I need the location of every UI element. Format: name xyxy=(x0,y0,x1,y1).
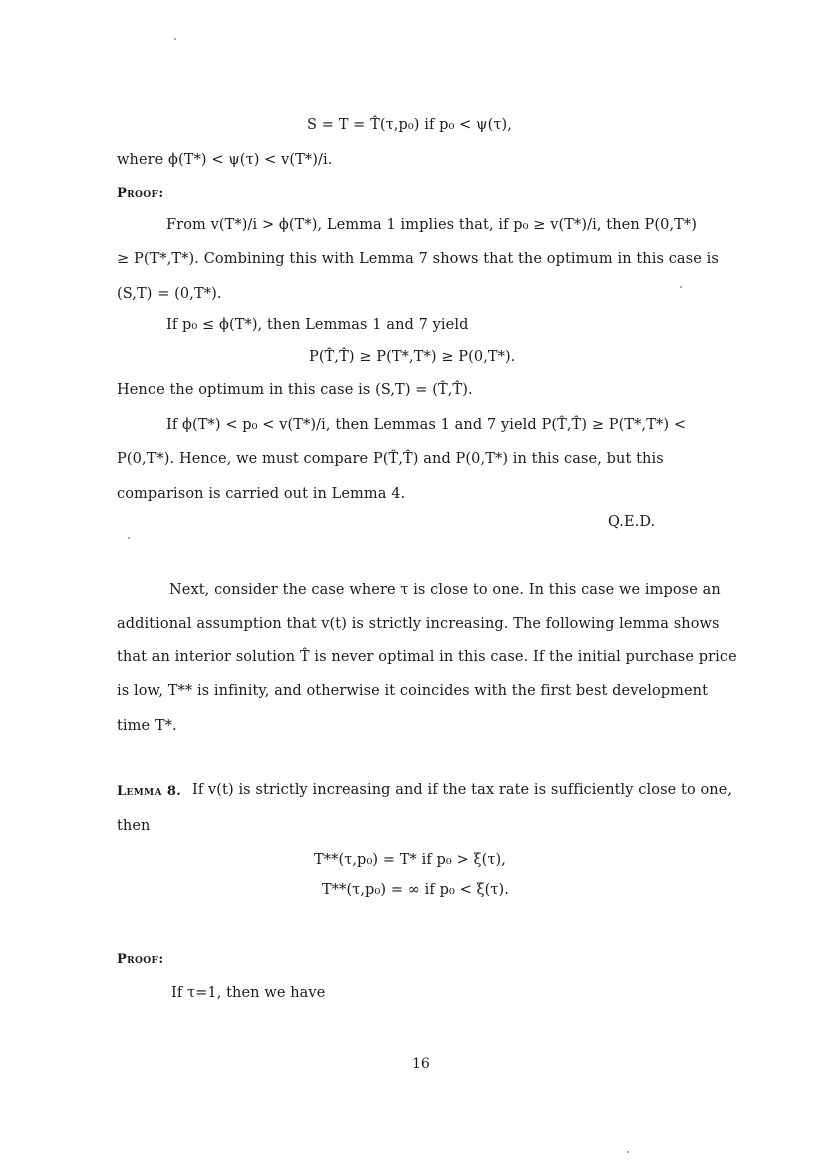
equation-line: P(T̂,T̂) ≥ P(T*,T*) ≥ P(0,T*). xyxy=(309,349,516,365)
text-line: If τ=1, then we have xyxy=(171,985,326,1001)
text-line: comparison is carried out in Lemma 4. xyxy=(117,486,406,502)
text-line: If ϕ(T*) < p₀ < v(T*)/i, then Lemmas 1 and 7 yield P(T̂,T̂) ≥ P(T*,T*) < xyxy=(166,417,687,433)
equation-line: T**(τ,p₀) = T* if p₀ > ξ(τ), xyxy=(314,852,506,868)
page-number: 16 xyxy=(412,1056,430,1072)
text-line: (S,T) = (0,T*). xyxy=(117,286,222,302)
text-line: is low, T** is infinity, and otherwise it coincides with the first best development xyxy=(117,683,709,699)
speck xyxy=(680,286,682,288)
text-line: From v(T*)/i > ϕ(T*), Lemma 1 implies that, if p₀ ≥ v(T*)/i, then P(0,T*) xyxy=(166,217,698,233)
speck xyxy=(128,537,130,539)
text-line: then xyxy=(117,818,151,834)
text-line: If v(t) is strictly increasing and if the tax rate is sufficiently close to one, xyxy=(192,782,733,798)
qed: Q.E.D. xyxy=(608,514,656,530)
text-line: additional assumption that v(t) is strictly increasing. The following lemma shows xyxy=(117,616,720,632)
text-line: If p₀ ≤ ϕ(T*), then Lemmas 1 and 7 yield xyxy=(166,317,469,333)
text-line: Next, consider the case where τ is close to one. In this case we impose an xyxy=(169,582,721,598)
speck xyxy=(174,38,176,40)
text-line: Hence the optimum in this case is (S,T) = (T̂,T̂). xyxy=(117,382,473,398)
proof-heading: Proof: xyxy=(117,952,164,967)
equation-line: T**(τ,p₀) = ∞ if p₀ < ξ(τ). xyxy=(322,882,509,898)
text-line: P(0,T*). Hence, we must compare P(T̂,T̂) and P(0,T*) in this case, but this xyxy=(117,451,664,467)
text-line: time T*. xyxy=(117,718,177,734)
text-line: that an interior solution T̂ is never optimal in this case. If the initial purchase price xyxy=(117,649,737,665)
text-line: ≥ P(T*,T*). Combining this with Lemma 7 shows that the optimum in this case is xyxy=(117,251,719,267)
equation-line: S = T = T̂(τ,p₀) if p₀ < ψ(τ), xyxy=(307,117,512,133)
proof-heading: Proof: xyxy=(117,186,164,201)
lemma-heading: Lemma 8. xyxy=(117,784,182,799)
speck xyxy=(627,1151,629,1153)
text-line: where ϕ(T*) < ψ(τ) < v(T*)/i. xyxy=(117,152,333,168)
